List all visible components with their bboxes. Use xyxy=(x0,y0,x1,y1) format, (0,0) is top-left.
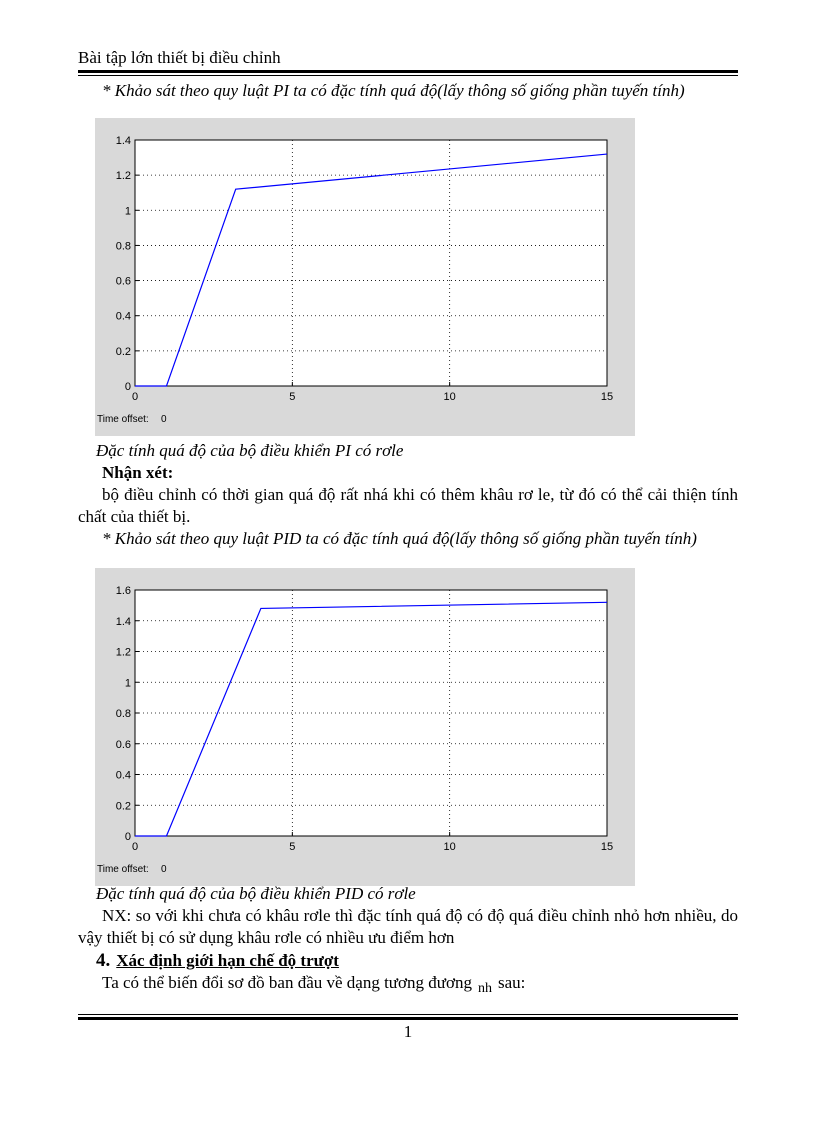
pi-chart-svg xyxy=(95,118,635,436)
y-tick-label: 1.2 xyxy=(115,646,131,659)
remark-label: Nhận xét: xyxy=(102,463,174,482)
header-rule-thin xyxy=(78,75,738,76)
pid-chart-svg xyxy=(95,568,635,886)
y-tick-label: 1 xyxy=(124,205,131,218)
y-tick-label: 1.4 xyxy=(115,135,131,147)
time-offset-label: Time offset: xyxy=(97,864,149,875)
header-rule xyxy=(78,70,738,73)
section-number: 4. xyxy=(96,950,111,971)
y-tick-label: 0 xyxy=(124,381,131,393)
footer-rule-thin xyxy=(78,1014,738,1015)
y-tick-label: 0.2 xyxy=(115,345,131,358)
section-title: Xác định giới hạn chế độ trượt xyxy=(116,951,339,970)
last-line-before: Ta có thể biến đổi sơ đồ ban đầu về dạng tương đương xyxy=(102,973,472,992)
remark-text: bộ điều chỉnh có thời gian quá độ rất nhá khi có thêm khâu rơ le, từ đó có thể cải thiện tính chất của thiết bị. xyxy=(78,485,738,526)
pid-step-response-plot xyxy=(95,568,635,886)
y-tick-label: 0.8 xyxy=(115,708,131,720)
time-offset-value: 0 xyxy=(161,414,167,425)
y-tick-label: 1.4 xyxy=(115,615,131,628)
y-tick-label: 0.6 xyxy=(115,275,131,288)
x-tick-label: 10 xyxy=(443,841,456,853)
pi-intro-text: * Khảo sát theo quy luật PI ta có đặc tính quá độ(lấy thông số giống phần tuyến tính) xyxy=(102,81,685,100)
pi-step-response-plot xyxy=(95,118,635,436)
time-offset-value: 0 xyxy=(161,864,167,875)
last-line-sub: nh xyxy=(477,981,492,996)
y-tick-label: 1.2 xyxy=(115,170,131,183)
x-tick-label: 5 xyxy=(289,391,296,403)
x-tick-label: 5 xyxy=(289,841,296,853)
x-tick-label: 10 xyxy=(443,391,456,403)
y-tick-label: 0.4 xyxy=(115,769,131,782)
nx-text: NX: so với khi chưa có khâu rơle thì đặc tính quá độ có độ quá điều chỉnh nhỏ hơn nhiều, do vậy thiết bị có sử dụng khâu rơle có nhiều ưu điểm hơn xyxy=(78,906,738,947)
y-tick-label: 1 xyxy=(124,677,131,690)
footer-rule xyxy=(78,1017,738,1020)
y-tick-label: 0.2 xyxy=(115,800,131,813)
page-header-title: Bài tập lớn thiết bị điều chỉnh xyxy=(78,48,281,67)
x-tick-label: 0 xyxy=(131,841,139,853)
last-line xyxy=(78,972,738,1000)
x-tick-label: 15 xyxy=(600,391,614,403)
y-tick-label: 0.8 xyxy=(115,240,131,253)
pi-caption: Đặc tính quá độ của bộ điều khiển PI có rơle xyxy=(96,441,404,460)
x-tick-label: 15 xyxy=(600,841,614,853)
last-line-after: sau: xyxy=(497,973,526,992)
y-tick-label: 0.6 xyxy=(115,738,131,751)
time-offset-label: Time offset: xyxy=(97,414,149,425)
page-number: 1 xyxy=(403,1022,413,1041)
pid-caption: Đặc tính quá độ của bộ điều khiển PID có rơle xyxy=(96,884,416,903)
x-tick-label: 0 xyxy=(131,391,139,403)
section-heading xyxy=(96,950,339,972)
y-tick-label: 0 xyxy=(124,831,131,843)
y-tick-label: 0.4 xyxy=(115,310,131,323)
y-tick-label: 1.6 xyxy=(115,585,131,597)
pid-intro-text: * Khảo sát theo quy luật PID ta có đặc tính quá độ(lấy thông số giống phần tuyến tính) xyxy=(102,529,697,548)
